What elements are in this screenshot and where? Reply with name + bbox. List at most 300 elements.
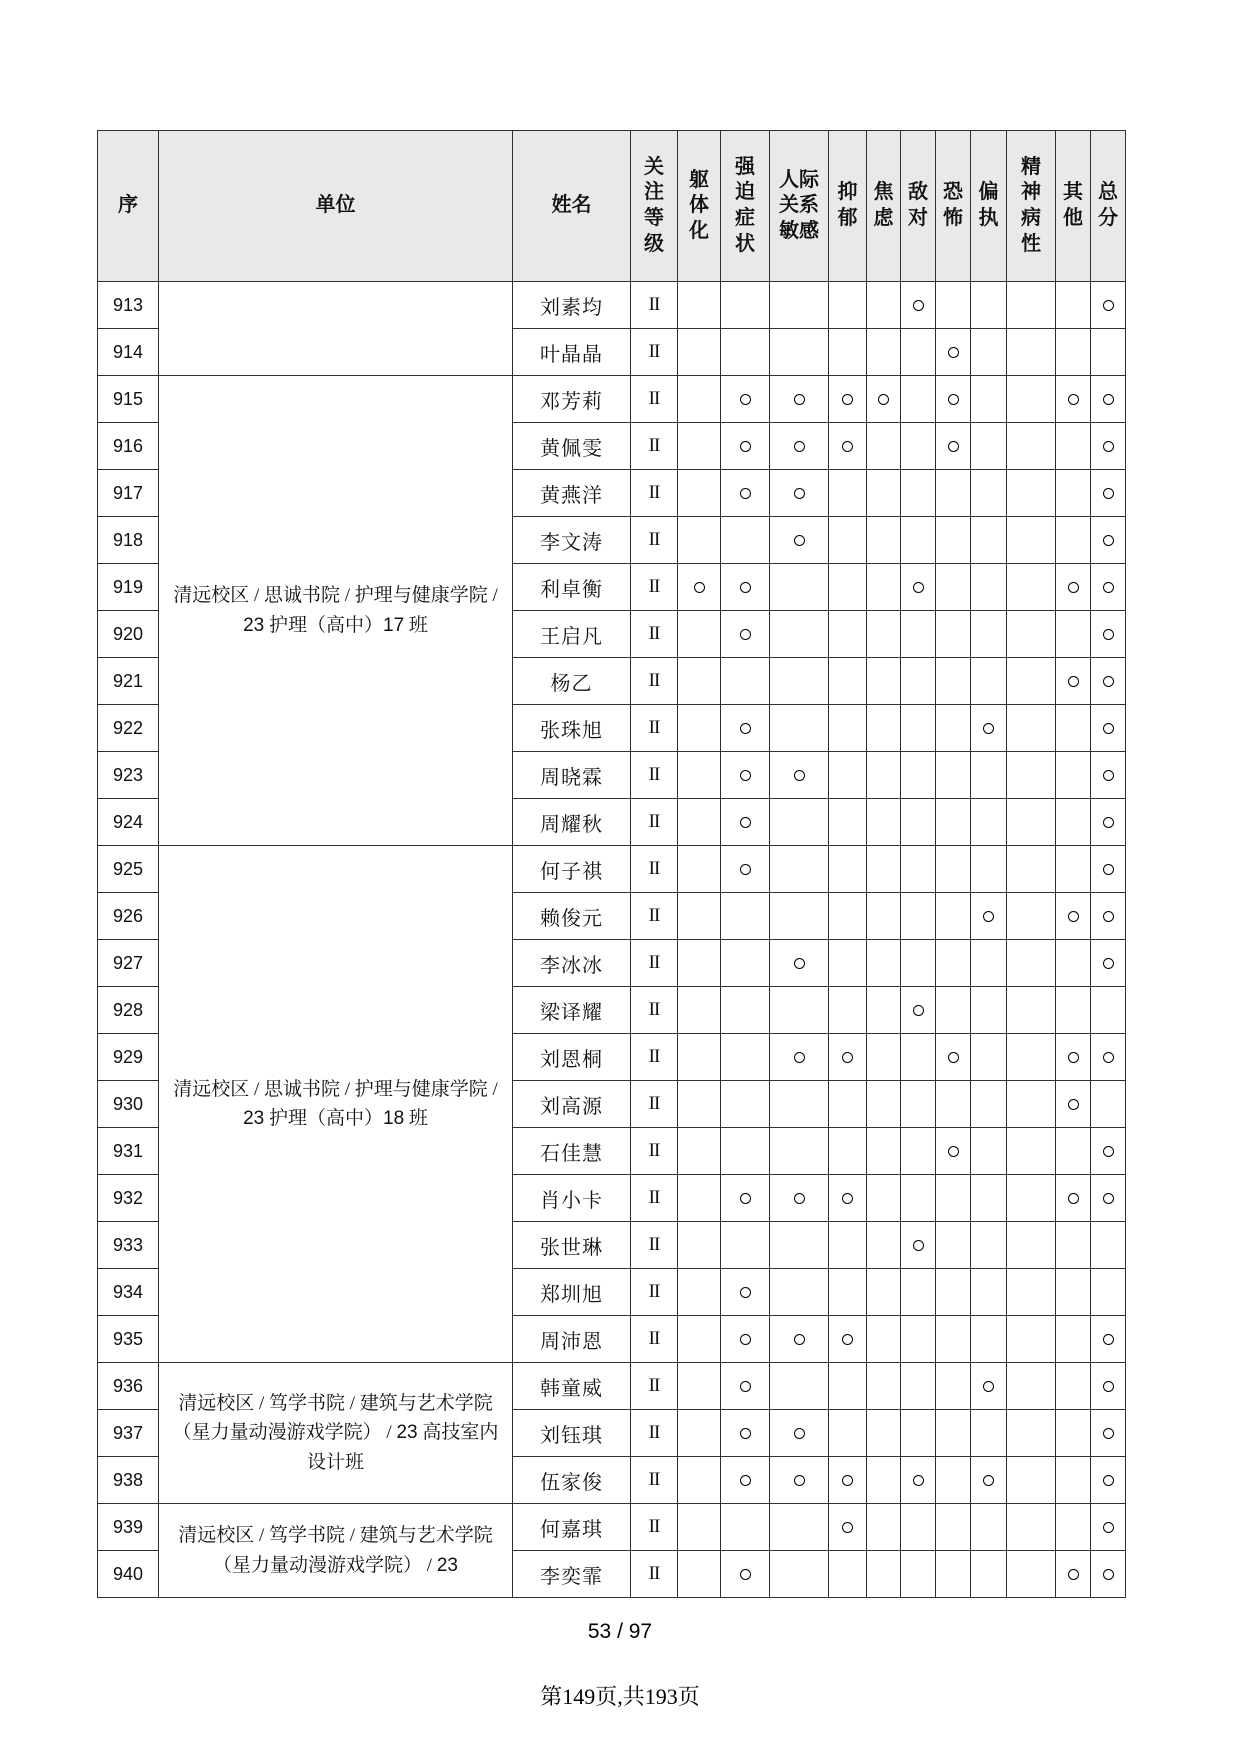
col-header-paranoia: 偏 执 bbox=[971, 131, 1007, 282]
mark-cell-depression bbox=[829, 752, 867, 799]
mark-cell-depression bbox=[829, 423, 867, 470]
mark-cell-psychoticism bbox=[1007, 799, 1056, 846]
mark-circle bbox=[1103, 1334, 1114, 1345]
mark-cell-interpersonal bbox=[770, 799, 829, 846]
mark-cell-depression bbox=[829, 1457, 867, 1504]
mark-cell-paranoia bbox=[971, 893, 1007, 940]
student-name: 王启凡 bbox=[513, 611, 631, 658]
mark-cell-total bbox=[1091, 564, 1126, 611]
mark-circle bbox=[1068, 582, 1079, 593]
mark-cell-obsession bbox=[721, 423, 770, 470]
mark-cell-hostility bbox=[901, 1410, 936, 1457]
mark-cell-psychoticism bbox=[1007, 940, 1056, 987]
attention-level: II bbox=[631, 940, 678, 987]
mark-circle bbox=[1103, 864, 1114, 875]
mark-circle bbox=[794, 1334, 805, 1345]
mark-cell-hostility bbox=[901, 705, 936, 752]
mark-circle bbox=[842, 394, 853, 405]
mark-circle bbox=[842, 1522, 853, 1533]
mark-cell-hostility bbox=[901, 799, 936, 846]
mark-cell-paranoia bbox=[971, 1551, 1007, 1598]
col-header-level: 关 注 等 级 bbox=[631, 131, 678, 282]
mark-cell-anxiety bbox=[867, 658, 901, 705]
mark-cell-psychoticism bbox=[1007, 423, 1056, 470]
mark-cell-paranoia bbox=[971, 1316, 1007, 1363]
mark-cell-interpersonal bbox=[770, 1081, 829, 1128]
mark-cell-phobia bbox=[936, 517, 971, 564]
mark-cell-paranoia bbox=[971, 846, 1007, 893]
mark-cell-phobia bbox=[936, 282, 971, 329]
mark-cell-depression bbox=[829, 470, 867, 517]
mark-cell-paranoia bbox=[971, 470, 1007, 517]
table-header bbox=[98, 131, 1126, 282]
mark-cell-interpersonal bbox=[770, 1316, 829, 1363]
mark-cell-depression bbox=[829, 611, 867, 658]
row-number: 933 bbox=[98, 1222, 159, 1269]
header-row bbox=[98, 131, 1126, 282]
mark-cell-somatization bbox=[678, 282, 721, 329]
mark-circle bbox=[740, 1569, 751, 1580]
mark-cell-interpersonal bbox=[770, 470, 829, 517]
student-name: 叶晶晶 bbox=[513, 329, 631, 376]
mark-cell-paranoia bbox=[971, 987, 1007, 1034]
attention-level: II bbox=[631, 846, 678, 893]
mark-cell-anxiety bbox=[867, 564, 901, 611]
row-number: 917 bbox=[98, 470, 159, 517]
student-name: 刘恩桐 bbox=[513, 1034, 631, 1081]
unit-cell: 清远校区 / 笃学书院 / 建筑与艺术学院（星力量动漫游戏学院） / 23 高技室内设计班 bbox=[159, 1363, 513, 1504]
mark-cell-hostility bbox=[901, 1269, 936, 1316]
mark-cell-total bbox=[1091, 1457, 1126, 1504]
mark-circle bbox=[948, 441, 959, 452]
mark-cell-other bbox=[1056, 1410, 1091, 1457]
student-name: 黄燕洋 bbox=[513, 470, 631, 517]
attention-level: II bbox=[631, 987, 678, 1034]
mark-cell-psychoticism bbox=[1007, 1269, 1056, 1316]
mark-cell-depression bbox=[829, 282, 867, 329]
mark-cell-anxiety bbox=[867, 705, 901, 752]
mark-cell-total bbox=[1091, 752, 1126, 799]
mark-cell-somatization bbox=[678, 1034, 721, 1081]
unit-number: 17 bbox=[383, 614, 405, 636]
table-row-936 bbox=[98, 1363, 1126, 1410]
mark-cell-obsession bbox=[721, 1457, 770, 1504]
mark-cell-total bbox=[1091, 846, 1126, 893]
mark-circle bbox=[983, 1475, 994, 1486]
mark-cell-other bbox=[1056, 1457, 1091, 1504]
mark-cell-obsession bbox=[721, 564, 770, 611]
page-number-info: 第149页,共193页 bbox=[540, 1684, 700, 1709]
mark-cell-anxiety bbox=[867, 1081, 901, 1128]
mark-cell-anxiety bbox=[867, 1222, 901, 1269]
mark-cell-psychoticism bbox=[1007, 1363, 1056, 1410]
mark-cell-interpersonal bbox=[770, 987, 829, 1034]
mark-cell-anxiety bbox=[867, 1316, 901, 1363]
student-name: 赖俊元 bbox=[513, 893, 631, 940]
mark-cell-interpersonal bbox=[770, 846, 829, 893]
mark-cell-paranoia bbox=[971, 1222, 1007, 1269]
mark-cell-paranoia bbox=[971, 376, 1007, 423]
mark-cell-other bbox=[1056, 658, 1091, 705]
attention-level: II bbox=[631, 1457, 678, 1504]
row-number: 930 bbox=[98, 1081, 159, 1128]
mark-cell-hostility bbox=[901, 1128, 936, 1175]
mark-cell-paranoia bbox=[971, 1034, 1007, 1081]
row-number: 937 bbox=[98, 1410, 159, 1457]
row-number: 932 bbox=[98, 1175, 159, 1222]
mark-cell-anxiety bbox=[867, 517, 901, 564]
mark-cell-somatization bbox=[678, 611, 721, 658]
mark-cell-depression bbox=[829, 1128, 867, 1175]
mark-circle bbox=[1103, 1193, 1114, 1204]
mark-cell-interpersonal bbox=[770, 1128, 829, 1175]
mark-circle bbox=[948, 1052, 959, 1063]
row-number: 931 bbox=[98, 1128, 159, 1175]
mark-circle bbox=[740, 488, 751, 499]
student-name: 邓芳莉 bbox=[513, 376, 631, 423]
row-number: 923 bbox=[98, 752, 159, 799]
mark-cell-obsession bbox=[721, 1551, 770, 1598]
row-number: 935 bbox=[98, 1316, 159, 1363]
mark-cell-total bbox=[1091, 282, 1126, 329]
mark-cell-obsession bbox=[721, 1410, 770, 1457]
attention-level: II bbox=[631, 329, 678, 376]
mark-cell-total bbox=[1091, 1081, 1126, 1128]
mark-cell-obsession bbox=[721, 1128, 770, 1175]
mark-cell-total bbox=[1091, 517, 1126, 564]
mark-cell-paranoia bbox=[971, 1504, 1007, 1551]
mark-circle bbox=[740, 394, 751, 405]
mark-circle bbox=[1068, 676, 1079, 687]
mark-cell-depression bbox=[829, 517, 867, 564]
mark-cell-total bbox=[1091, 799, 1126, 846]
mark-cell-psychoticism bbox=[1007, 282, 1056, 329]
mark-cell-psychoticism bbox=[1007, 1504, 1056, 1551]
mark-cell-paranoia bbox=[971, 423, 1007, 470]
attention-level: II bbox=[631, 282, 678, 329]
mark-circle bbox=[794, 441, 805, 452]
row-number: 918 bbox=[98, 517, 159, 564]
mark-cell-paranoia bbox=[971, 1175, 1007, 1222]
mark-cell-paranoia bbox=[971, 1410, 1007, 1457]
mark-cell-phobia bbox=[936, 1269, 971, 1316]
mark-cell-anxiety bbox=[867, 893, 901, 940]
mark-circle bbox=[1103, 1522, 1114, 1533]
mark-cell-depression bbox=[829, 987, 867, 1034]
mark-circle bbox=[694, 582, 705, 593]
row-number: 924 bbox=[98, 799, 159, 846]
mark-cell-anxiety bbox=[867, 470, 901, 517]
mark-circle bbox=[740, 582, 751, 593]
mark-cell-somatization bbox=[678, 376, 721, 423]
mark-cell-depression bbox=[829, 1175, 867, 1222]
mark-cell-other bbox=[1056, 1551, 1091, 1598]
mark-cell-depression bbox=[829, 329, 867, 376]
mark-cell-phobia bbox=[936, 423, 971, 470]
mark-cell-hostility bbox=[901, 1034, 936, 1081]
mark-cell-interpersonal bbox=[770, 517, 829, 564]
mark-circle bbox=[1103, 1569, 1114, 1580]
mark-cell-obsession bbox=[721, 376, 770, 423]
mark-cell-total bbox=[1091, 470, 1126, 517]
student-name: 梁译耀 bbox=[513, 987, 631, 1034]
mark-cell-hostility bbox=[901, 1081, 936, 1128]
attention-level: II bbox=[631, 611, 678, 658]
mark-cell-obsession bbox=[721, 752, 770, 799]
mark-circle bbox=[1103, 300, 1114, 311]
table-body bbox=[98, 282, 1126, 1598]
mark-circle bbox=[740, 1334, 751, 1345]
col-header-depression: 抑 郁 bbox=[829, 131, 867, 282]
page-fraction: 53 / 97 bbox=[587, 1620, 653, 1643]
mark-cell-interpersonal bbox=[770, 752, 829, 799]
mark-cell-obsession bbox=[721, 517, 770, 564]
attention-level: II bbox=[631, 799, 678, 846]
mark-cell-anxiety bbox=[867, 1269, 901, 1316]
mark-cell-obsession bbox=[721, 705, 770, 752]
mark-cell-depression bbox=[829, 1034, 867, 1081]
mark-cell-hostility bbox=[901, 376, 936, 423]
mark-cell-somatization bbox=[678, 564, 721, 611]
mark-cell-obsession bbox=[721, 1316, 770, 1363]
attention-level: II bbox=[631, 1081, 678, 1128]
mark-cell-phobia bbox=[936, 1457, 971, 1504]
mark-circle bbox=[794, 770, 805, 781]
mark-circle bbox=[1103, 1052, 1114, 1063]
mark-cell-obsession bbox=[721, 940, 770, 987]
mark-cell-other bbox=[1056, 987, 1091, 1034]
mark-cell-hostility bbox=[901, 1222, 936, 1269]
table-row-925 bbox=[98, 846, 1126, 893]
mark-cell-phobia bbox=[936, 564, 971, 611]
mark-cell-phobia bbox=[936, 376, 971, 423]
attention-level: II bbox=[631, 752, 678, 799]
mark-cell-anxiety bbox=[867, 1175, 901, 1222]
mark-cell-hostility bbox=[901, 893, 936, 940]
attention-level: II bbox=[631, 1175, 678, 1222]
mark-cell-depression bbox=[829, 1269, 867, 1316]
mark-cell-phobia bbox=[936, 893, 971, 940]
unit-number: 18 bbox=[383, 1108, 405, 1129]
attention-level: II bbox=[631, 658, 678, 705]
mark-cell-total bbox=[1091, 1034, 1126, 1081]
row-number: 913 bbox=[98, 282, 159, 329]
mark-cell-psychoticism bbox=[1007, 1034, 1056, 1081]
mark-cell-anxiety bbox=[867, 423, 901, 470]
mark-cell-psychoticism bbox=[1007, 1175, 1056, 1222]
mark-cell-anxiety bbox=[867, 329, 901, 376]
mark-cell-somatization bbox=[678, 423, 721, 470]
mark-cell-obsession bbox=[721, 329, 770, 376]
mark-cell-depression bbox=[829, 1504, 867, 1551]
mark-cell-paranoia bbox=[971, 705, 1007, 752]
mark-cell-hostility bbox=[901, 1504, 936, 1551]
mark-cell-psychoticism bbox=[1007, 517, 1056, 564]
mark-circle bbox=[948, 1146, 959, 1157]
student-name: 何子祺 bbox=[513, 846, 631, 893]
mark-cell-somatization bbox=[678, 1081, 721, 1128]
attention-level: II bbox=[631, 1410, 678, 1457]
mark-circle bbox=[1103, 394, 1114, 405]
student-name: 周耀秋 bbox=[513, 799, 631, 846]
attention-level: II bbox=[631, 1363, 678, 1410]
mark-cell-anxiety bbox=[867, 987, 901, 1034]
mark-cell-total bbox=[1091, 658, 1126, 705]
mark-circle bbox=[740, 817, 751, 828]
mark-cell-anxiety bbox=[867, 282, 901, 329]
mark-circle bbox=[913, 1475, 924, 1486]
mark-cell-hostility bbox=[901, 1551, 936, 1598]
mark-cell-phobia bbox=[936, 329, 971, 376]
mark-cell-paranoia bbox=[971, 658, 1007, 705]
mark-cell-psychoticism bbox=[1007, 470, 1056, 517]
mark-cell-obsession bbox=[721, 1504, 770, 1551]
mark-circle bbox=[1068, 1569, 1079, 1580]
mark-cell-psychoticism bbox=[1007, 1128, 1056, 1175]
mark-cell-depression bbox=[829, 1222, 867, 1269]
mark-circle bbox=[913, 1240, 924, 1251]
attention-level: II bbox=[631, 1128, 678, 1175]
row-number: 915 bbox=[98, 376, 159, 423]
assessment-table bbox=[97, 130, 1126, 1598]
mark-cell-obsession bbox=[721, 1269, 770, 1316]
mark-circle bbox=[1103, 676, 1114, 687]
mark-cell-total bbox=[1091, 376, 1126, 423]
mark-circle bbox=[1103, 535, 1114, 546]
mark-circle bbox=[794, 958, 805, 969]
mark-cell-depression bbox=[829, 658, 867, 705]
mark-cell-other bbox=[1056, 1269, 1091, 1316]
col-header-no: 序 bbox=[98, 131, 159, 282]
mark-cell-psychoticism bbox=[1007, 987, 1056, 1034]
student-name: 周沛恩 bbox=[513, 1316, 631, 1363]
attention-level: II bbox=[631, 470, 678, 517]
mark-cell-obsession bbox=[721, 1175, 770, 1222]
student-name: 石佳慧 bbox=[513, 1128, 631, 1175]
mark-cell-hostility bbox=[901, 470, 936, 517]
row-number: 925 bbox=[98, 846, 159, 893]
col-header-total: 总 分 bbox=[1091, 131, 1126, 282]
mark-cell-paranoia bbox=[971, 329, 1007, 376]
mark-cell-other bbox=[1056, 893, 1091, 940]
mark-cell-somatization bbox=[678, 1363, 721, 1410]
mark-cell-depression bbox=[829, 705, 867, 752]
mark-cell-other bbox=[1056, 1222, 1091, 1269]
row-number: 934 bbox=[98, 1269, 159, 1316]
row-number: 920 bbox=[98, 611, 159, 658]
mark-cell-depression bbox=[829, 376, 867, 423]
mark-circle bbox=[1068, 1099, 1079, 1110]
mark-circle bbox=[842, 1052, 853, 1063]
student-name: 何嘉琪 bbox=[513, 1504, 631, 1551]
mark-cell-hostility bbox=[901, 940, 936, 987]
student-name: 郑圳旭 bbox=[513, 1269, 631, 1316]
mark-cell-paranoia bbox=[971, 1363, 1007, 1410]
unit-cell: 清远校区 / 思诚书院 / 护理与健康学院 / 23 护理（高中）17 班 bbox=[159, 376, 513, 846]
mark-circle bbox=[740, 864, 751, 875]
row-number: 936 bbox=[98, 1363, 159, 1410]
mark-cell-obsession bbox=[721, 1363, 770, 1410]
mark-cell-somatization bbox=[678, 940, 721, 987]
mark-cell-paranoia bbox=[971, 1081, 1007, 1128]
mark-cell-psychoticism bbox=[1007, 1551, 1056, 1598]
mark-cell-phobia bbox=[936, 846, 971, 893]
mark-circle bbox=[1103, 1428, 1114, 1439]
mark-cell-interpersonal bbox=[770, 940, 829, 987]
mark-cell-somatization bbox=[678, 705, 721, 752]
mark-cell-paranoia bbox=[971, 564, 1007, 611]
mark-cell-paranoia bbox=[971, 282, 1007, 329]
mark-circle bbox=[1068, 1193, 1079, 1204]
mark-cell-somatization bbox=[678, 1457, 721, 1504]
col-header-interpersonal: 人际 关系 敏感 bbox=[770, 131, 829, 282]
mark-cell-phobia bbox=[936, 1551, 971, 1598]
mark-cell-psychoticism bbox=[1007, 1457, 1056, 1504]
mark-cell-hostility bbox=[901, 1457, 936, 1504]
mark-circle bbox=[948, 347, 959, 358]
mark-cell-psychoticism bbox=[1007, 705, 1056, 752]
mark-cell-other bbox=[1056, 611, 1091, 658]
mark-cell-total bbox=[1091, 1363, 1126, 1410]
col-header-name: 姓名 bbox=[513, 131, 631, 282]
mark-cell-phobia bbox=[936, 1034, 971, 1081]
mark-cell-phobia bbox=[936, 1316, 971, 1363]
mark-cell-anxiety bbox=[867, 1128, 901, 1175]
row-number: 929 bbox=[98, 1034, 159, 1081]
col-header-obsession: 强 迫 症 状 bbox=[721, 131, 770, 282]
attention-level: II bbox=[631, 1316, 678, 1363]
mark-cell-phobia bbox=[936, 658, 971, 705]
mark-cell-somatization bbox=[678, 1175, 721, 1222]
mark-cell-total bbox=[1091, 1222, 1126, 1269]
mark-cell-total bbox=[1091, 1504, 1126, 1551]
mark-cell-phobia bbox=[936, 1081, 971, 1128]
mark-cell-total bbox=[1091, 705, 1126, 752]
student-name: 伍家俊 bbox=[513, 1457, 631, 1504]
mark-cell-somatization bbox=[678, 799, 721, 846]
mark-cell-other bbox=[1056, 517, 1091, 564]
mark-cell-depression bbox=[829, 799, 867, 846]
mark-cell-phobia bbox=[936, 1128, 971, 1175]
mark-cell-obsession bbox=[721, 1034, 770, 1081]
mark-cell-depression bbox=[829, 1316, 867, 1363]
mark-cell-phobia bbox=[936, 1222, 971, 1269]
mark-circle bbox=[913, 1005, 924, 1016]
mark-circle bbox=[842, 1334, 853, 1345]
mark-cell-obsession bbox=[721, 470, 770, 517]
attention-level: II bbox=[631, 376, 678, 423]
mark-cell-paranoia bbox=[971, 1457, 1007, 1504]
mark-cell-hostility bbox=[901, 1363, 936, 1410]
mark-circle bbox=[1103, 817, 1114, 828]
mark-cell-phobia bbox=[936, 752, 971, 799]
mark-cell-somatization bbox=[678, 1128, 721, 1175]
row-number: 927 bbox=[98, 940, 159, 987]
student-name: 李奕霏 bbox=[513, 1551, 631, 1598]
mark-circle bbox=[794, 1193, 805, 1204]
mark-cell-total bbox=[1091, 1128, 1126, 1175]
mark-cell-paranoia bbox=[971, 1269, 1007, 1316]
mark-cell-other bbox=[1056, 940, 1091, 987]
mark-cell-phobia bbox=[936, 470, 971, 517]
student-name: 杨乙 bbox=[513, 658, 631, 705]
mark-cell-interpersonal bbox=[770, 376, 829, 423]
mark-cell-other bbox=[1056, 1034, 1091, 1081]
row-number: 939 bbox=[98, 1504, 159, 1551]
mark-cell-interpersonal bbox=[770, 1410, 829, 1457]
mark-circle bbox=[983, 723, 994, 734]
student-name: 李冰冰 bbox=[513, 940, 631, 987]
